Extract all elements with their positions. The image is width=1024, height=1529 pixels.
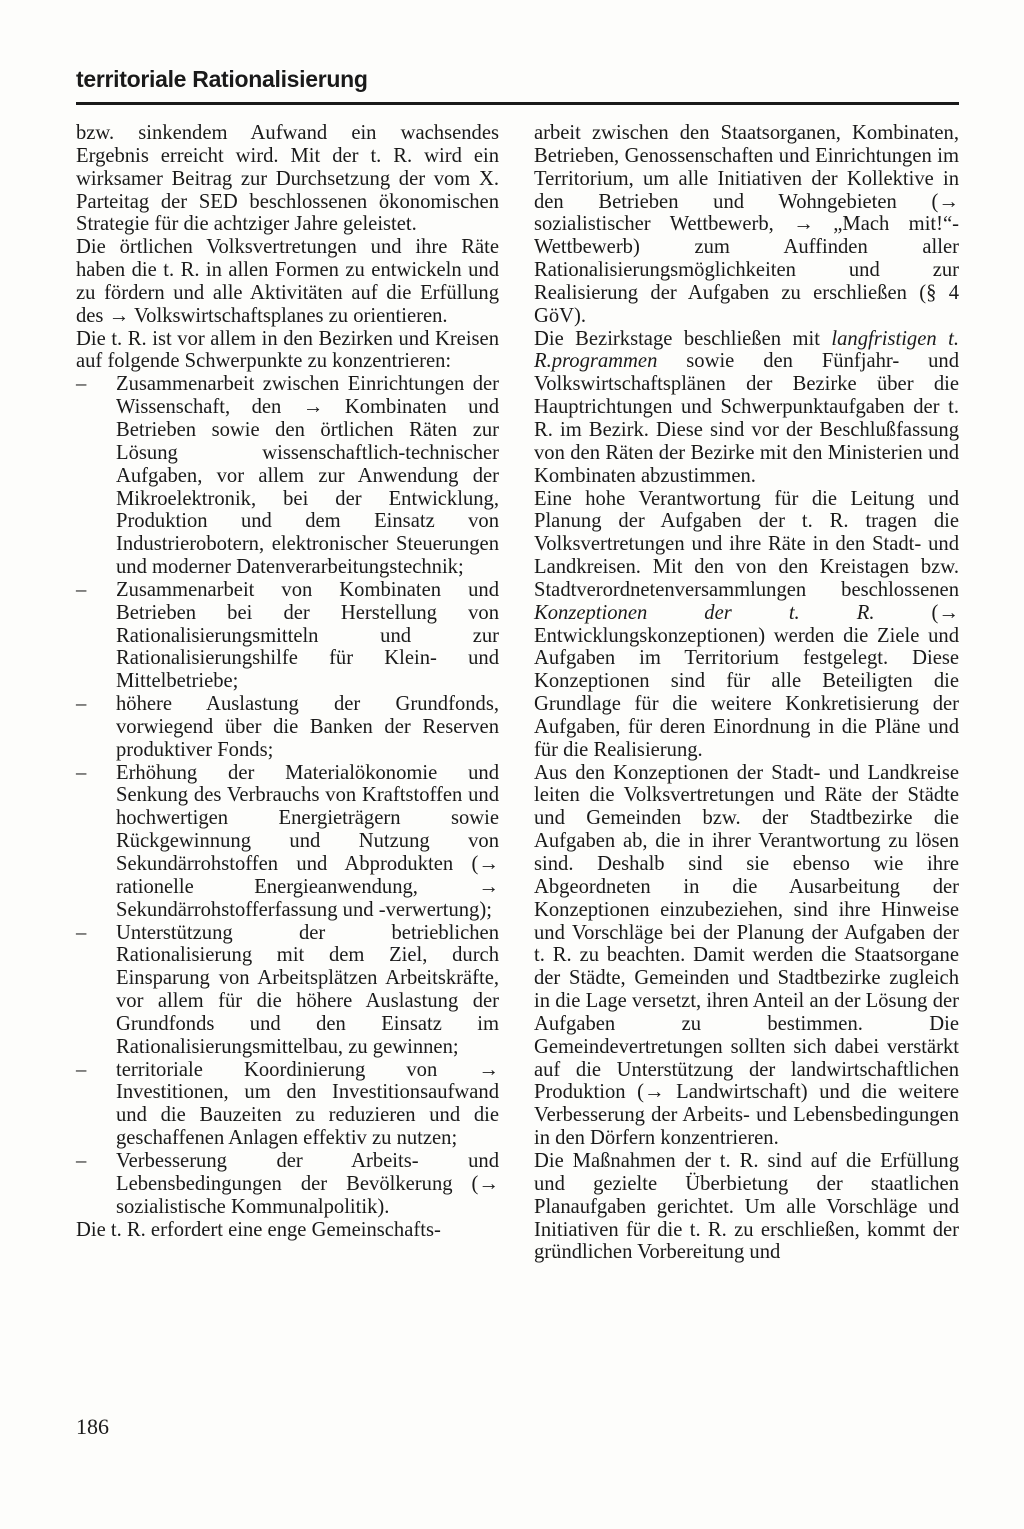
paragraph: Die t. R. ist vor allem in den Bezirken und Kreisen auf folgende Schwerpunkte zu konzentrieren:	[76, 327, 499, 373]
dash-marker: –	[76, 921, 87, 944]
page-number: 186	[76, 1414, 109, 1439]
italic-term: Konzeptionen der t. R.	[534, 601, 875, 624]
list-item	[76, 762, 499, 922]
page-header	[76, 62, 959, 105]
dash-marker: –	[76, 373, 87, 396]
dash-marker: –	[76, 761, 87, 784]
list-item-text: Zusammenarbeit von Kombinaten und Betrieben bei der Herstellung von Rationalisierungsmitteln und zur Rationalisierungshilfe für Klein- und Mittelbetriebe;	[116, 578, 499, 693]
list-item-text: höhere Auslastung der Grundfonds, vorwiegend über die Banken der Reserven produktiver Fonds;	[116, 693, 499, 761]
list-item	[76, 922, 499, 1059]
paragraph: bzw. sinkendem Aufwand ein wachsendes Ergebnis erreicht wird. Mit der t. R. wird ein wirksamer Beitrag zur Durchsetzung der vom X. Parteitag der SED beschlossenen ökonomischen Strategie für die achtziger Jahre geleistet.	[76, 122, 499, 236]
text-run: Eine hohe Verantwortung für die Leitung und Planung der Aufgaben der t. R. tragen die Volksvertretungen und ihre Räte in den Stadt- und Landkreisen. Mit den von den Kreistagen bzw. Stadtverordnetenversammlungen beschlossenen	[534, 487, 959, 601]
list-item-text: Unterstützung der betrieblichen Rationalisierung mit dem Ziel, durch Einsparung von Arbeitsplätzen Arbeitskräfte, vor allem für die höhere Auslastung der Grundfonds und den Einsatz im Rationalisierungsmittelbau, zu gewinnen;	[116, 921, 499, 1058]
dash-marker: –	[76, 578, 87, 601]
italic-term: langfristigen t. R.programmen	[534, 327, 959, 373]
list-item	[76, 579, 499, 693]
list-item	[76, 693, 499, 762]
paragraph: Die t. R. erfordert eine enge Gemeinschafts-	[76, 1218, 441, 1241]
list-item-text: territoriale Koordinierung von → Investitionen, um den Investitionsaufwand und die Bauzeiten zu reduzieren und die geschaffenen Anlagen effektiv zu nutzen;	[116, 1058, 499, 1150]
list-item	[76, 1059, 499, 1150]
text-run: (→ Entwicklungskonzeptionen) werden die Ziele und Aufgaben im Territorium festgelegt. Diese Konzeptionen sind für alle Beteiligten die Grundlage für die weitere Konkretisierung der Aufgaben, für deren Einordnung in die Pläne und für die Realisierung.	[534, 601, 959, 761]
right-column	[534, 122, 959, 1264]
dash-marker: –	[76, 693, 87, 716]
dash-marker: –	[76, 1149, 87, 1172]
running-head: territoriale Rationalisierung	[76, 66, 368, 92]
paragraph: Die örtlichen Volksvertretungen und ihre Räte haben die t. R. in allen Formen zu entwickeln und zu fördern und alle Aktivitäten auf die Erfüllung des → Volkswirtschaftsplanes zu orientieren.	[76, 236, 499, 327]
text-run: sowie den Fünfjahr- und Volkswirtschaftsplänen der Bezirke über die Hauptrichtungen und Schwerpunktaufgaben der t. R. im Bezirk. Diese sind vor der Beschlußfassung von den Räten der Bezirke mit den Ministerien und Kombinaten abzustimmen.	[534, 350, 959, 487]
dash-marker: –	[76, 1058, 87, 1081]
paragraph	[534, 488, 959, 762]
list-item	[76, 1150, 499, 1219]
paragraph	[534, 328, 959, 488]
paragraph: arbeit zwischen den Staatsorganen, Kombinaten, Betrieben, Genossenschaften und Einrichtungen im Territorium, um alle Initiativen der Kollektive in den Betrieben und Wohngebieten (→ sozialistischer Wettbewerb, → „Mach mit!“-Wettbewerb) zum Auffinden aller Rationalisierungsmöglichkeiten und zur Realisierung der Aufgaben zu erschließen (§ 4 GöV).	[534, 122, 959, 327]
priority-list	[76, 373, 499, 1218]
paragraph: Die Maßnahmen der t. R. sind auf die Erfüllung und gezielte Überbietung der staatlichen Planaufgaben gerichtet. Um alle Vorschläge und Initiativen für die t. R. zu erschließen, kommt der gründlichen Vorbereitung und	[534, 1149, 959, 1264]
list-item-text: Erhöhung der Materialökonomie und Senkung des Verbrauchs von Kraftstoffen und hochwertigen Energieträgern sowie Rückgewinnung und Nutzung von Sekundärrohstoffen und Abprodukten (→ rationelle Energieanwendung, → Sekundärrohstofferfassung und -verwertung);	[116, 761, 499, 921]
left-column	[76, 122, 499, 1241]
list-item-text: Verbesserung der Arbeits- und Lebensbedingungen der Bevölkerung (→ sozialistische Kommunalpolitik).	[116, 1149, 499, 1218]
text-run: Die Bezirkstage beschließen mit	[534, 327, 832, 350]
list-item-text: Zusammenarbeit zwischen Einrichtungen der Wissenschaft, den → Kombinaten und Betrieben sowie den örtlichen Räten zur Lösung wissenschaftlich-technischer Aufgaben, vor allem zur Anwendung der Mikroelektronik, bei der Entwicklung, Produktion und dem Einsatz von Industrierobotern, elektronischer Steuerungen und moderner Datenverarbeitungstechnik;	[116, 373, 499, 579]
paragraph: Aus den Konzeptionen der Stadt- und Landkreise leiten die Volksvertretungen und Räte der Städte und Gemeinden bzw. der Stadtbezirke die Aufgaben ab, die in ihrer Verantwortung zu lösen sind. Deshalb sind sie ebenso wie ihre Abgeordneten in die Ausarbeitung der Konzeptionen einzubeziehen, sind ihre Hinweise und Vorschläge bei der Planung der Aufgaben der t. R. zu beachten. Damit werden die Staatsorgane der Städte, Gemeinden und Stadtbezirke zugleich in die Lage versetzt, ihren Anteil an der Lösung der Aufgaben zu bestimmen. Die Gemeindevertretungen sollten sich dabei verstärkt auf die Unterstützung der landwirtschaftlichen Produktion (→ Landwirtschaft) und die weitere Verbesserung der Arbeits- und Lebensbedingungen in den Dörfern konzentrieren.	[534, 761, 959, 1150]
list-item	[76, 373, 499, 579]
